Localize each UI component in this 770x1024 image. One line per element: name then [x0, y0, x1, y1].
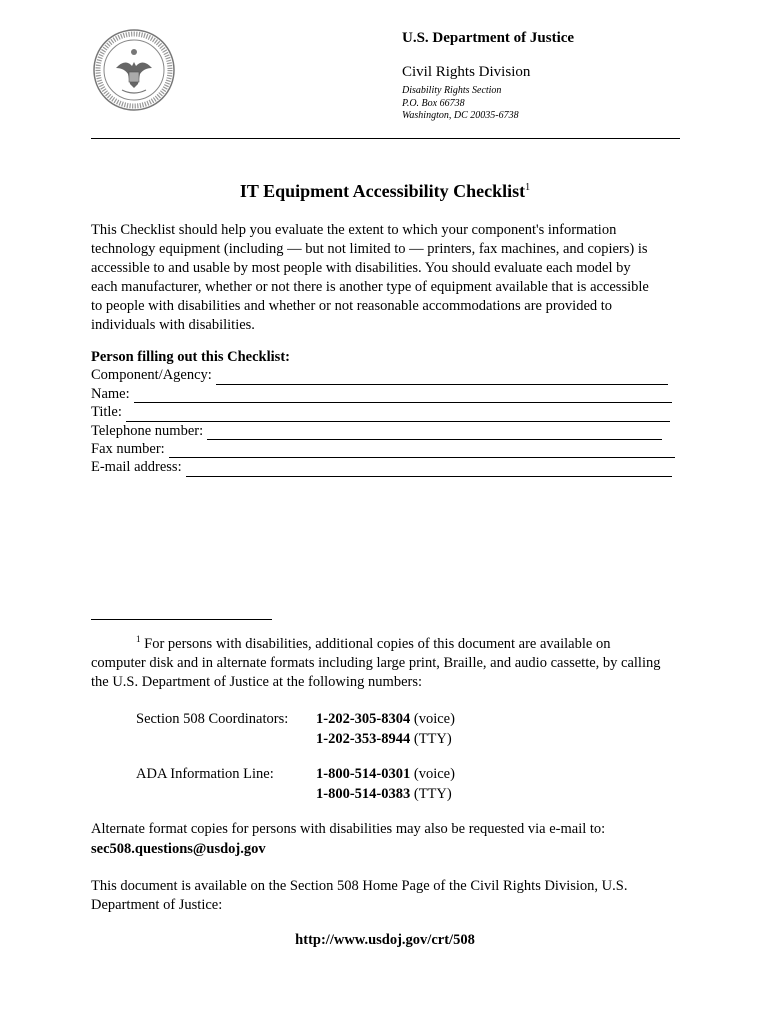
person-heading: Person filling out this Checklist: [91, 349, 290, 365]
phone-type: (TTY) [410, 785, 452, 802]
telephone-field [91, 422, 680, 440]
ada-numbers [316, 765, 455, 804]
alternate-text: Alternate format copies for persons with disabilities may also be requested via e-mail to: [91, 821, 606, 837]
component-agency-line[interactable] [216, 370, 668, 385]
title-line[interactable] [126, 407, 670, 422]
footnote-line [91, 635, 691, 654]
phone-number[interactable]: 1-202-353-8944 [316, 730, 411, 747]
city-address: Washington, DC 20035-6738 [402, 110, 519, 121]
intro-line: technology equipment (including — but not limited to — printers, fax machines, and copiers) is [91, 241, 648, 257]
telephone-line[interactable] [207, 425, 662, 440]
title-field [91, 403, 680, 421]
doj-seal-logo [92, 28, 176, 112]
po-box: P.O. Box 66738 [402, 97, 465, 109]
footnote-line: the U.S. Department of Justice at the following numbers: [91, 674, 423, 690]
home-line: Department of Justice: [91, 897, 223, 913]
home-page-paragraph [91, 877, 627, 915]
page-title [0, 181, 770, 202]
website-link[interactable]: http://www.usdoj.gov/crt/508 [295, 932, 475, 948]
component-agency-field [91, 366, 680, 384]
intro-line: individuals with disabilities. [91, 317, 255, 333]
department-name: U.S. Department of Justice [402, 30, 575, 46]
fax-field [91, 440, 680, 458]
phone-number[interactable]: 1-202-305-8304 [316, 711, 411, 727]
intro-line: to people with disabilities and whether or not reasonable accommodations are provided to [91, 298, 613, 314]
footnote [91, 635, 691, 692]
section-name: Disability Rights Section [402, 85, 502, 96]
title-text: IT Equipment Accessibility Checklist [239, 181, 526, 201]
ada-label: ADA Information Line: [136, 766, 274, 782]
fax-line[interactable] [169, 443, 675, 458]
field-label: E-mail address: [91, 459, 182, 476]
ada-voice [316, 765, 455, 785]
footnote-mark: 1 [136, 634, 141, 645]
field-label: Component/Agency: [91, 367, 212, 384]
alternate-format-paragraph [91, 820, 605, 859]
name-line[interactable] [134, 388, 672, 403]
letterhead [402, 30, 574, 123]
section508-tty [316, 730, 455, 750]
division-name: Civil Rights Division [402, 64, 531, 80]
field-label: Fax number: [91, 440, 165, 457]
phone-number[interactable]: 1-800-514-0383 [316, 785, 411, 802]
intro-line: accessible to and usable by most people with disabilities. You should evaluate each model by [91, 260, 631, 276]
title-footnote-mark: 1 [525, 182, 531, 193]
phone-type: (voice) [410, 711, 455, 727]
home-line: This document is available on the Section 508 Home Page of the Civil Rights Division, U.S. [91, 878, 628, 894]
footnote-divider [91, 619, 272, 620]
ada-tty [316, 785, 455, 805]
footnote-line: computer disk and in alternate formats including large print, Braille, and audio cassette, by calling [91, 655, 661, 671]
email-link[interactable]: sec508.questions@usdoj.gov [91, 840, 266, 857]
person-form [91, 348, 680, 477]
intro-line: each manufacturer, whether or not there is another type of equipment available that is accessible [91, 279, 649, 295]
intro-line: This Checklist should help you evaluate the extent to which your component's information [91, 222, 617, 238]
email-line[interactable] [186, 462, 672, 477]
phone-number[interactable]: 1-800-514-0301 [316, 766, 411, 782]
intro-paragraph [91, 221, 691, 335]
phone-type: (voice) [410, 766, 455, 782]
header-divider [91, 138, 680, 139]
name-field [91, 385, 680, 403]
footnote-text: For persons with disabilities, additional copies of this document are available on [140, 636, 611, 652]
field-label: Telephone number: [91, 422, 204, 439]
section508-voice [316, 710, 455, 730]
field-label: Name: [91, 385, 130, 402]
section508-numbers [316, 710, 455, 749]
section508-label: Section 508 Coordinators: [136, 711, 289, 727]
phone-type: (TTY) [410, 730, 452, 747]
email-field [91, 458, 680, 476]
field-label: Title: [91, 404, 122, 421]
